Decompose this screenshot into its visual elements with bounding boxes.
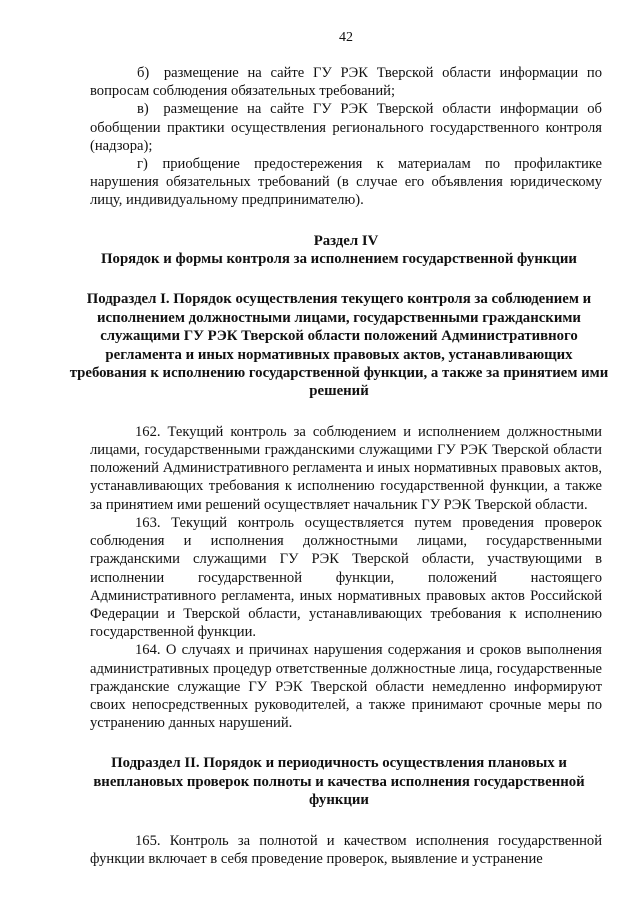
subsection-1-title: Подраздел I. Порядок осуществления текущего контроля за соблюдением и исполнением должностными лицами, государственными гражданскими служащими ГУ РЭК Тверской области положений Административного регламента и иных нормативных правовых актов, устанавливающих требования к исполнению государственной функции, а также за принятием ими решений	[69, 291, 609, 400]
paragraph-162: 162. Текущий контроль за соблюдением и исполнением должностными лицами, государственными гражданскими служащими ГУ РЭК Тверской области положений Административного регламента и иных нормативных правовых актов, устанавливающих требования к исполнению государственной функции, а также за принятием ими решений осуществляет начальник ГУ РЭК Тверской области.	[90, 423, 602, 513]
section-title: Порядок и формы контроля за исполнением государственной функции	[101, 251, 577, 268]
list-item-b: б) размещение на сайте ГУ РЭК Тверской области информации по вопросам соблюдения обязательных требований;	[90, 65, 602, 100]
list-item-v: в) размещение на сайте ГУ РЭК Тверской области информации об обобщении практики осуществления регионального государственного контроля (надзора);	[90, 101, 602, 154]
page-number: 42	[339, 30, 353, 45]
paragraph-165: 165. Контроль за полнотой и качеством исполнения государственной функции включает в себя проведение проверок, выявление и устранение	[90, 832, 602, 867]
section-label: Раздел IV	[313, 232, 379, 249]
paragraph-163: 163. Текущий контроль осуществляется путем проведения проверок соблюдения и исполнения должностными лицами, государственными гражданскими служащими ГУ РЭК Тверской области, участвующими в исполнении государственной функции, положений настоящего Административного регламента, иных нормативных правовых актов Российской Федерации и Тверской области, устанавливающих требования к исполнению государственной функции.	[90, 514, 602, 641]
list-item-g: г) приобщение предостережения к материалам по профилактике нарушения обязательных требований (в случае его объявления юридическому лицу, индивидуальному предпринимателю).	[90, 156, 602, 209]
subsection-2-title: Подраздел II. Порядок и периодичность осуществления плановых и внеплановых проверок полноты и качества исполнения государственной функции	[93, 755, 585, 809]
paragraph-164: 164. О случаях и причинах нарушения содержания и сроков выполнения административных процедур ответственные должностные лица, государственные гражданские служащие ГУ РЭК Тверской области немедленно информируют своих непосредственных руководителей, а также принимают срочные меры по устранению данных нарушений.	[90, 642, 602, 732]
